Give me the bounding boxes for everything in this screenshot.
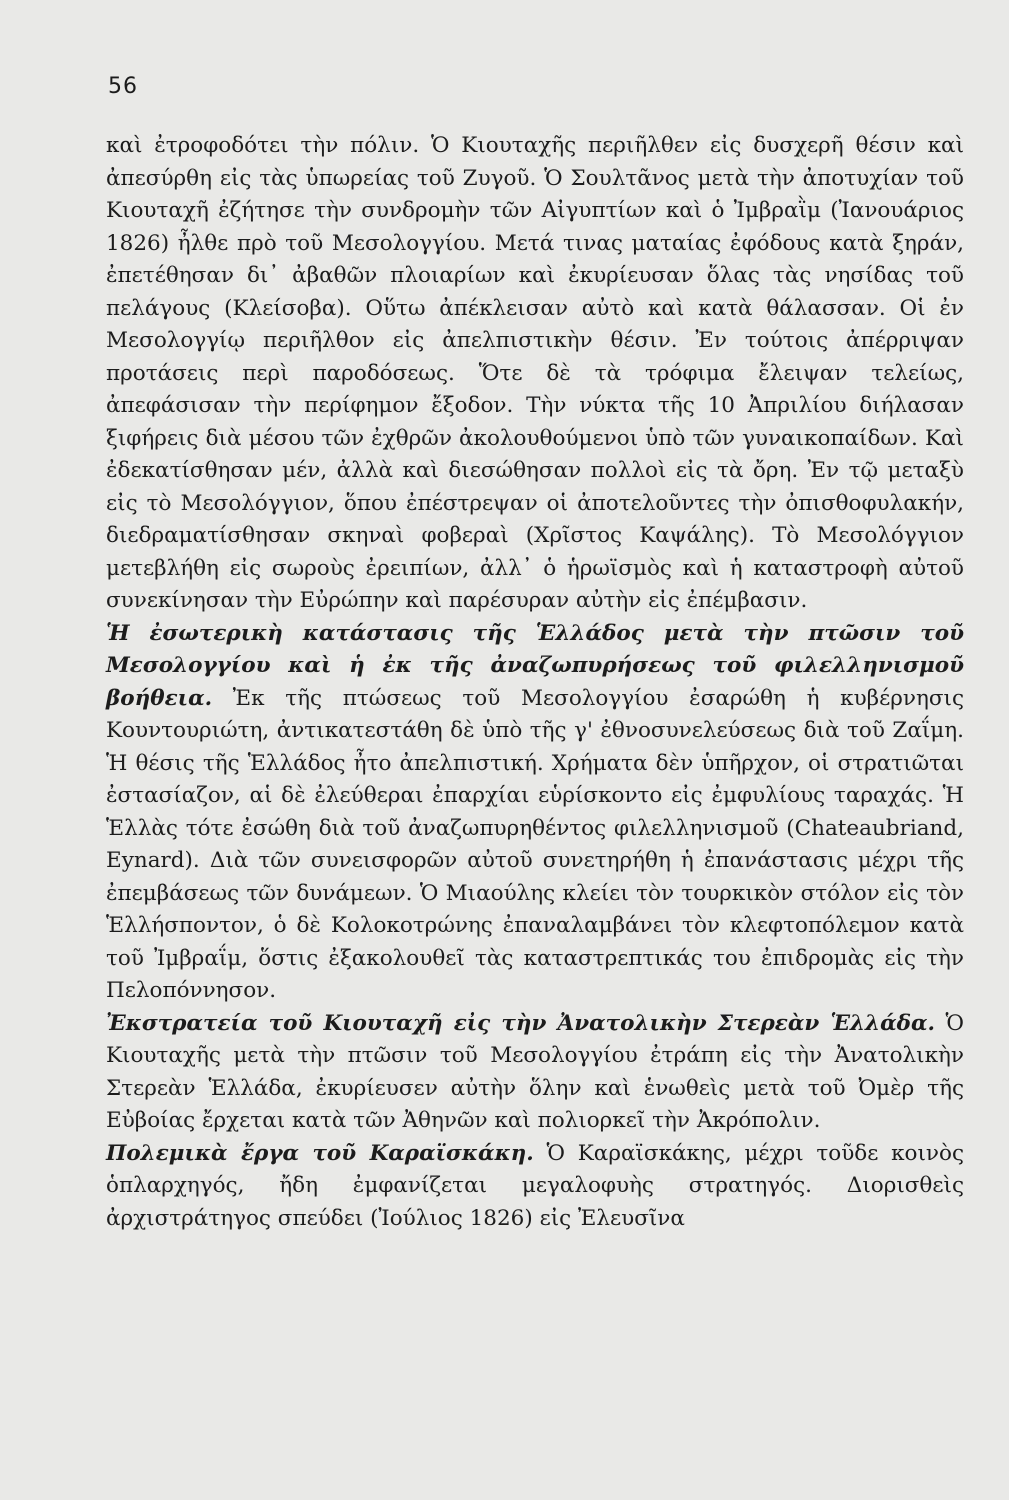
section-heading-karaiskakis: Πολεμικὰ ἔργα τοῦ Καραϊσκάκη. xyxy=(106,1140,534,1166)
paragraph-kiutahi-campaign-text: Ὁ Κιουταχῆς μετὰ τὴν πτῶσιν τοῦ Μεσολογγίου ἐτράπη εἰς τὴν Ἀνατολικὴν Στερεὰν Ἑλλάδα, ἐκυρίευσεν αὐτὴν ὅλην καὶ ἑνωθεὶς μετὰ τοῦ Ὀμὲρ τῆς Εὐβοίας ἔρχεται κατὰ τῶν Ἀθηνῶν καὶ πολιορκεῖ τὴν Ἀκρόπολιν. xyxy=(106,1010,964,1133)
paragraph-internal-situation xyxy=(106,618,964,1008)
paragraph-mesolongi-siege: καὶ ἐτροφοδότει τὴν πόλιν. Ὁ Κιουταχῆς περιῆλθεν εἰς δυσχερῆ θέσιν καὶ ἀπεσύρθη εἰς τὰς ὑπωρείας τοῦ Ζυγοῦ. Ὁ Σουλτᾶνος μετὰ τὴν ἀποτυχίαν τοῦ Κιουταχῆ ἐζήτησε τὴν συνδρομὴν τῶν Αἰγυπτίων καὶ ὁ Ἰμβραῒμ (Ἰανουάριος 1826) ἦλθε πρὸ τοῦ Μεσολογγίου. Μετά τινας ματαίας ἐφόδους κατὰ ξηράν, ἐπετέθησαν δι᾿ ἀβαθῶν πλοιαρίων καὶ ἐκυρίευσαν ὅλας τὰς νησίδας τοῦ πελάγους (Κλείσοβα). Οὕτω ἀπέκλεισαν αὐτὸ καὶ κατὰ θάλασσαν. Οἱ ἐν Μεσολογγίῳ περιῆλθον εἰς ἀπελπιστικὴν θέσιν. Ἐν τούτοις ἀπέρριψαν προτάσεις περὶ παροδόσεως. Ὅτε δὲ τὰ τρόφιμα ἔλειψαν τελείως, ἀπεφάσισαν τὴν περίφημον ἔξοδον. Τὴν νύκτα τῆς 10 Ἀπριλίου διήλασαν ξιφήρεις διὰ μέσου τῶν ἐχθρῶν ἀκολουθούμενοι ὑπὸ τῶν γυναικοπαίδων. Καὶ ἐδεκατίσθησαν μέν, ἀλλὰ καὶ διεσώθησαν πολλοὶ εἰς τὰ ὄρη. Ἐν τῷ μεταξὺ εἰς τὸ Μεσολόγγιον, ὅπου ἐπέστρεψαν οἱ ἀποτελοῦντες τὴν ὀπισθοφυλακήν, διεδραματίσθησαν σκηναὶ φοβεραὶ (Χρῖστος Καψάλης). Τὸ Μεσολόγγιον μετεβλήθη εἰς σωροὺς ἐρειπίων, ἀλλ᾿ ὁ ἡρωϊσμὸς καὶ ἡ καταστροφὴ αὐτοῦ συνεκίνησαν τὴν Εὐρώπην καὶ παρέσυραν αὐτὴν εἰς ἐπέμβασιν. xyxy=(106,133,964,613)
page-number: 56 xyxy=(108,74,138,99)
paragraph-kiutahi-campaign xyxy=(106,1008,964,1138)
section-heading-kiutahi-campaign: Ἐκστρατεία τοῦ Κιουταχῆ εἰς τὴν Ἀνατολικὴν Στερεὰν Ἑλλάδα. xyxy=(106,1010,936,1036)
paragraph-karaiskakis xyxy=(106,1138,964,1236)
section-heading-internal-situation: Ἡ ἐσωτερικὴ κατάστασις τῆς Ἑλλάδος μετὰ τὴν πτῶσιν τοῦ Μεσολογγίου καὶ ἡ ἐκ τῆς ἀναζωπυρήσεως τοῦ φιλελληνισμοῦ βοήθεια. xyxy=(106,620,964,711)
paragraph-internal-situation-text: Ἐκ τῆς πτώσεως τοῦ Μεσολογγίου ἐσαρώθη ἡ κυβέρνησις Κουντουριώτη, ἀντικατεστάθη δὲ ὑπὸ τῆς γ' ἐθνοσυνελεύσεως διὰ τοῦ Ζαΐμη. Ἡ θέσις τῆς Ἑλλάδος ἦτο ἀπελπιστική. Χρήματα δὲν ὑπῆρχον, οἱ στρατιῶται ἐστασίαζον, αἱ δὲ ἐλεύθεραι ἐπαρχίαι εὑρίσκοντο εἰς ἐμφυλίους ταραχάς. Ἡ Ἑλλὰς τότε ἐσώθη διὰ τοῦ ἀναζωπυρηθέντος φιλελληνισμοῦ (Chateaubriand, Eynard). Διὰ τῶν συνεισφορῶν αὐτοῦ συνετηρήθη ἡ ἐπανάστασις μέχρι τῆς ἐπεμβάσεως τῶν δυνάμεων. Ὁ Μιαούλης κλείει τὸν τουρκικὸν στόλον εἰς τὸν Ἑλλήσποντον, ὁ δὲ Κολοκοτρώνης ἐπαναλαμβάνει τὸν κλεφτοπόλεμον κατὰ τοῦ Ἰμβραΐμ, ὅστις ἐξακολουθεῖ τὰς καταστρεπτικάς του ἐπιδρομὰς εἰς τὴν Πελοπόννησον. xyxy=(106,685,964,1003)
paragraph-karaiskakis-text: Ὁ Καραϊσκάκης, μέχρι τοῦδε κοινὸς ὁπλαρχηγός, ἤδη ἐμφανίζεται μεγαλοφυὴς στρατηγός. Διορισθεὶς ἀρχιστράτηγος σπεύδει (Ἰούλιος 1826) εἰς Ἐλευσῖνα xyxy=(106,1140,964,1231)
body-text xyxy=(106,130,964,1235)
